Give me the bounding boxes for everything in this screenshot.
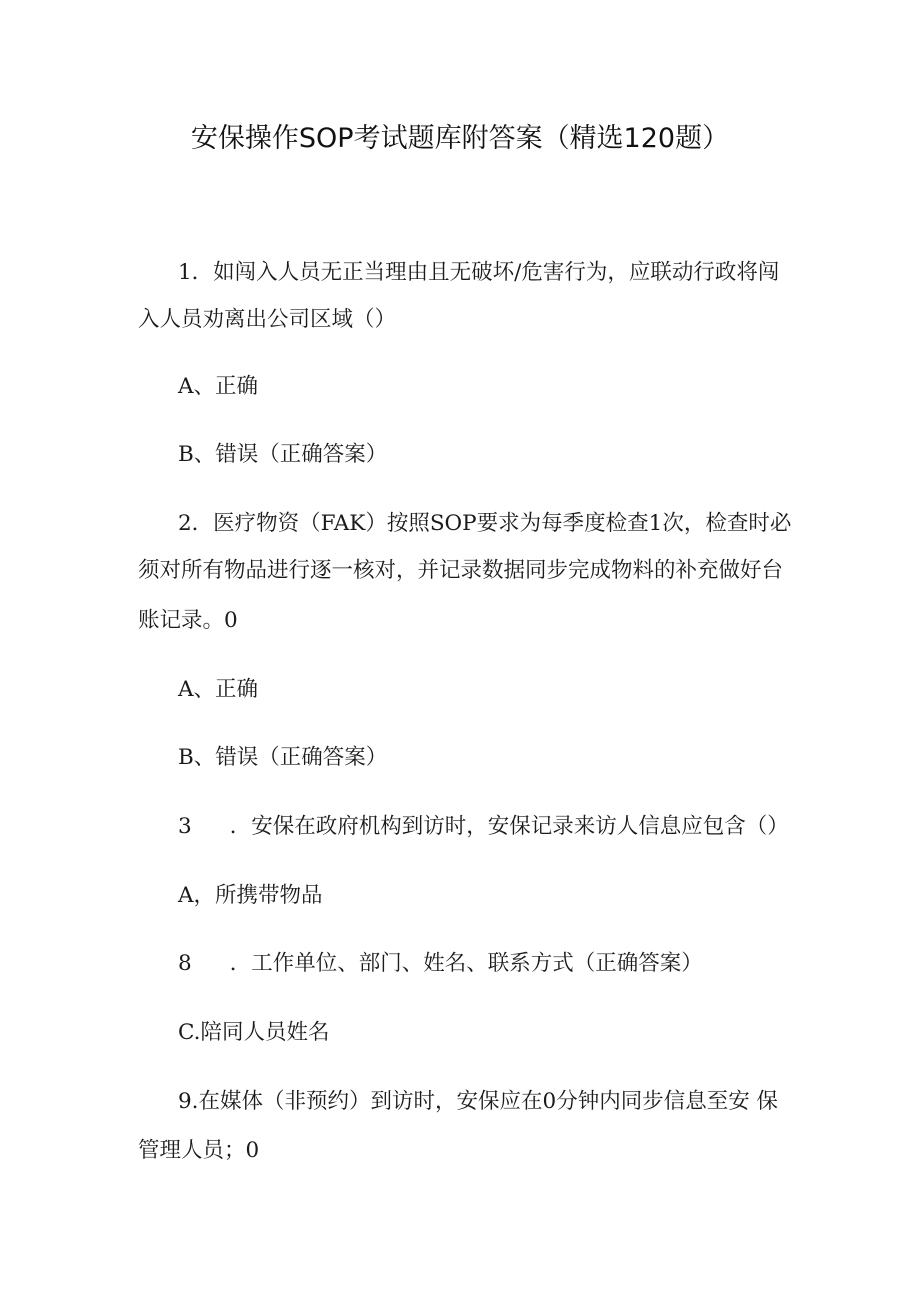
- question-3-option-c: C.陪同人员姓名: [178, 1020, 330, 1045]
- question-1-text-line-2: 入人员劝离出公司区域（）: [138, 307, 397, 332]
- question-3-text: ．安保在政府机构到访时，安保记录来访人信息应包含（）: [229, 814, 789, 839]
- question-1-option-a: A、正确: [178, 374, 259, 399]
- question-3-option-b-marker: 8: [178, 951, 192, 976]
- question-1-option-b: B、错误（正确答案）: [178, 442, 388, 467]
- question-2-text-line-3: 账记录。0: [138, 608, 238, 633]
- question-3-line: [178, 804, 800, 849]
- question-4-text-line-1: 9.在媒体（非预约）到访时，安保应在0分钟内同步信息至安 保: [178, 1089, 779, 1114]
- question-2-option-b: B、错误（正确答案）: [178, 745, 388, 770]
- question-3-option-b-text: ．工作单位、部门、姓名、联系方式（正确答案）: [229, 951, 703, 976]
- question-3-number: 3: [178, 814, 192, 839]
- question-2-text-line-2: 须对所有物品进行逐一核对，并记录数据同步完成物料的补充做好台: [138, 558, 784, 583]
- question-3-option-a: A，所携带物品: [178, 883, 323, 908]
- question-1-text-line-1: 1．如闯入人员无正当理由且无破坏/危害行为，应联动行政将闯: [178, 260, 780, 285]
- question-2-option-a: A、正确: [178, 677, 259, 702]
- question-4-text-line-2: 管理人员；0: [138, 1138, 260, 1163]
- question-3-option-b-line: [178, 941, 800, 986]
- document-title: 安保操作SOP考试题库附答案（精选120题）: [190, 123, 730, 154]
- question-2-text-line-1: 2．医疗物资（FAK）按照SOP要求为每季度检查1次，检查时必: [178, 511, 792, 536]
